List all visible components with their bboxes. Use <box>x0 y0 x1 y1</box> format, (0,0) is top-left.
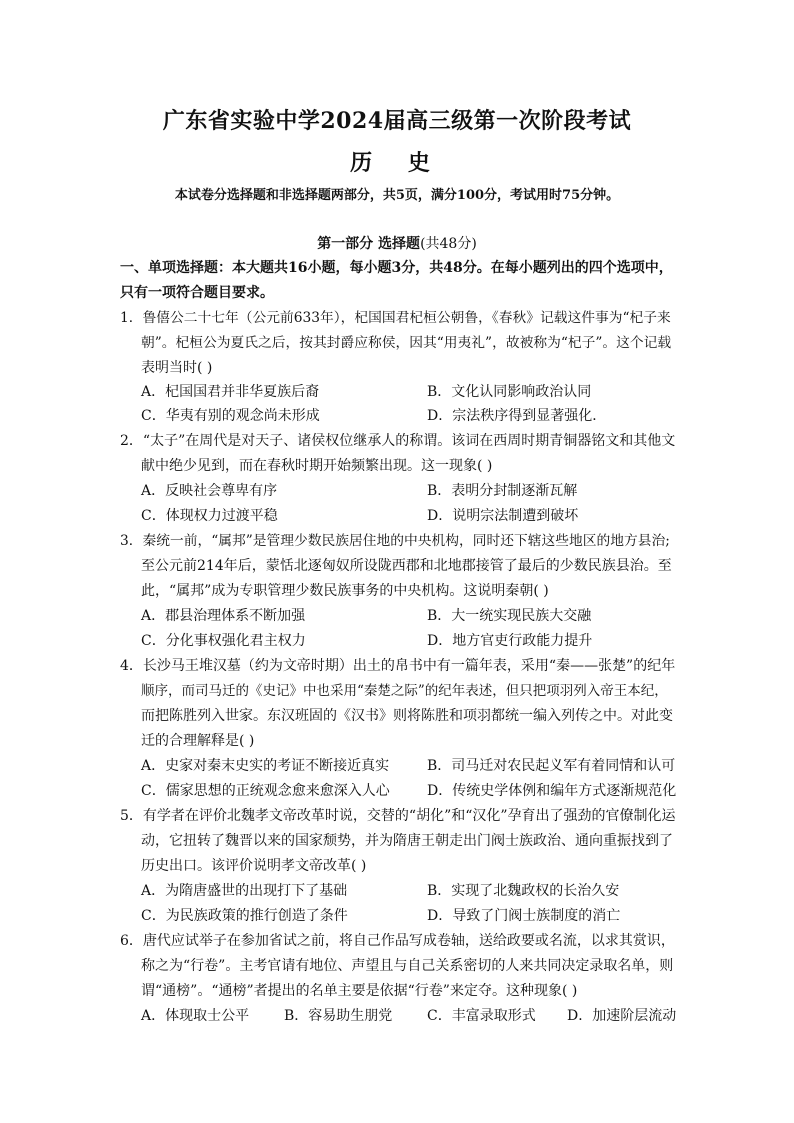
question-5-option-d: D．导致了门阀士族制度的消亡 <box>427 908 621 924</box>
question-4-option-d: D．传统史学体例和编年方式逐渐规范化 <box>427 783 677 799</box>
part-score: (共48分) <box>420 236 477 252</box>
question-5-option-c: C．为民族政策的推行创造了条件 <box>141 908 348 924</box>
question-1-option-b: B．文化认同影响政治认同 <box>427 384 592 400</box>
question-6-option-d: D．加速阶层流动 <box>567 1008 677 1024</box>
section-instructions-line1: 一、单项选择题：本大题共16小题，每小题3分，共48分。在每小题列出的四个选项中， <box>120 260 673 276</box>
question-4-line3: 而把陈胜列入世家。东汉班固的《汉书》则将陈胜和项羽都统一编入列传之中。对此变 <box>141 708 673 724</box>
question-1-line3: 表明当时( ) <box>141 360 213 376</box>
question-6-line2: 称之为“行卷”。主考官请有地位、声望且与自己关系密切的人来共同决定录取名单，则 <box>141 958 674 974</box>
question-6-line3: 谓“通榜”。“通榜”者提出的名单主要是依据“行卷”来定夺。这种现象( ) <box>141 983 578 999</box>
exam-title: 广东省实验中学2024届高三级第一次阶段考试 <box>162 108 632 134</box>
question-2-option-b: B．表明分封制逐渐瓦解 <box>427 483 578 499</box>
question-5-line2: 动，它扭转了魏晋以来的国家颓势，并为隋唐王朝走出门阀士族政治、通向重振找到了 <box>141 833 673 849</box>
question-3-option-b: B．大一统实现民族大交融 <box>427 608 592 624</box>
question-4-option-c: C．儒家思想的正统观念愈来愈深入人心 <box>141 783 390 799</box>
question-4-line1: 4．长沙马王堆汉墓（约为文帝时期）出土的帛书中有一篇年表，采用“秦——张楚”的纪年 <box>120 658 676 674</box>
question-2-option-a: A．反映社会尊卑有序 <box>141 483 278 499</box>
section-instructions-line2: 只有一项符合题目要求。 <box>120 285 274 301</box>
question-4-option-a: A．史家对秦末史实的考证不断接近真实 <box>141 758 390 774</box>
question-1-line1: 1．鲁僖公二十七年（公元前633年），杞国国君杞桓公朝鲁，《春秋》记载这件事为“杞子来 <box>120 310 671 326</box>
question-5-option-b: B．实现了北魏政权的长治久安 <box>427 883 620 899</box>
question-5-line1: 5．有学者在评价北魏孝文帝改革时说，交替的“胡化”和“汉化”孕育出了强劲的官僚制化运 <box>120 808 676 824</box>
question-3-line1: 3．秦统一前，“属邦”是管理少数民族居住地的中央机构，同时还下辖这些地区的地方县治; <box>120 533 670 549</box>
question-2-line2: 献中绝少见到，而在春秋时期开始频繁出现。这一现象( ) <box>141 458 493 474</box>
question-1-option-c: C．华夷有别的观念尚未形成 <box>141 408 320 424</box>
question-6-line1: 6．唐代应试举子在参加省试之前，将自己作品写成卷轴，送给政要或名流，以求其赏识， <box>120 933 675 949</box>
question-6-option-b: B．容易助生朋党 <box>284 1008 393 1024</box>
question-5-line3: 历史出口。该评价说明孝文帝改革( ) <box>141 858 367 874</box>
question-3-line3: 此，“属邦”成为专职管理少数民族事务的中央机构。这说明秦朝( ) <box>141 583 549 599</box>
question-1-option-a: A．杞国国君并非华夏族后裔 <box>141 384 320 400</box>
part-heading <box>0 233 794 253</box>
question-3-option-c: C．分化事权强化君主权力 <box>141 633 306 649</box>
question-3-line2: 至公元前214年后，蒙恬北逐匈奴所设陇西郡和北地郡接管了最后的少数民族县治。至 <box>141 558 672 574</box>
question-6-option-c: C．丰富录取形式 <box>427 1008 536 1024</box>
question-4-line2: 顺序，而司马迁的《史记》中也采用“秦楚之际”的纪年表述，但只把项羽列入帝王本纪， <box>141 683 668 699</box>
exam-instructions: 本试卷分选择题和非选择题两部分，共5页，满分100分，考试用时75分钟。 <box>174 188 620 203</box>
question-1-option-d: D．宗法秩序得到显著强化． <box>427 408 607 424</box>
question-2-option-c: C．体现权力过渡平稳 <box>141 508 278 524</box>
question-4-line4: 迁的合理解释是( ) <box>141 733 255 749</box>
question-5-option-a: A．为隋唐盛世的出现打下了基础 <box>141 883 348 899</box>
question-2-line1: 2．“太子”在周代是对天子、诸侯权位继承人的称谓。该词在西周时期青铜器铭文和其他文 <box>120 433 676 449</box>
subject-title: 历 史 <box>350 150 444 176</box>
question-6-option-a: A．体现取士公平 <box>141 1008 250 1024</box>
question-1-line2: 朝”。杞桓公为夏氏之后，按其封爵应称侯，因其“用夷礼”，故被称为“杞子”。这个记载 <box>141 335 672 351</box>
question-4-option-b: B．司马迁对农民起义军有着同情和认可 <box>427 758 676 774</box>
question-2-option-d: D．说明宗法制遭到破坏 <box>427 508 579 524</box>
question-3-option-a: A．郡县治理体系不断加强 <box>141 608 306 624</box>
part-name: 第一部分 选择题 <box>317 236 421 252</box>
question-3-option-d: D．地方官吏行政能力提升 <box>427 633 593 649</box>
